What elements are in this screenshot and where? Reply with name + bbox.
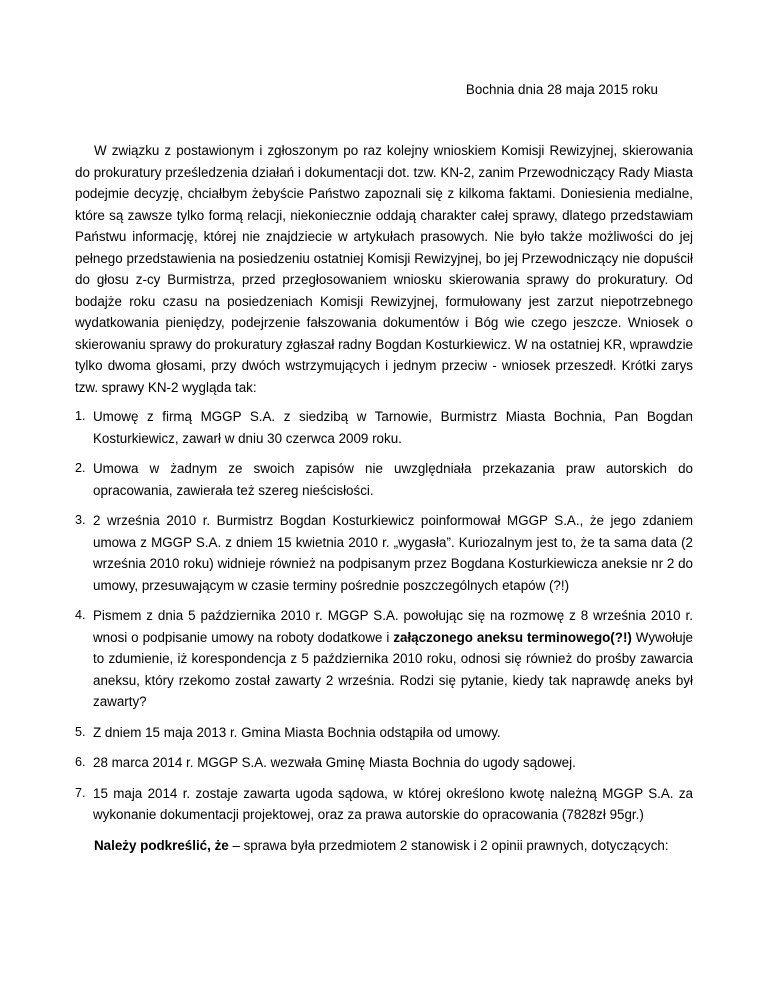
list-item-text-end: Wywołuje to zdumienie, iż korespondencja z 5 października 2010 roku, odnosi się również do prośby zawarcia aneksu, który rzekomo został zawarty 2 września. Rodzi się pytanie, kiedy tak naprawdę aneks był zawarty? [93, 629, 693, 709]
list-item [75, 783, 693, 826]
list-item-text-start: Pismem z dnia 5 października 2010 r. MGGP S.A. powołując się na rozmowę z 8 września 2010 r. wnosi o podpisanie umowy na roboty dodatkowe i [93, 608, 693, 645]
closing-paragraph [75, 835, 693, 857]
list-item [75, 605, 693, 713]
intro-paragraph: W związku z postawionym i zgłoszonym po raz kolejny wnioskiem Komisji Rewizyjnej, skierowania do prokuratury prześledzenia działań i dokumentacji dot. tzw. KN-2, zanim Przewodniczący Rady Miasta podejmie decyzję, chciałbym żebyście Państwo zapoznali się z kilkoma faktami. Doniesienia medialne, które są zawsze tylko formą relacji, niekoniecznie oddają charakter całej sprawy, dlatego przedstawiam Państwu informację, której nie znajdziecie w artykułach prasowych. Nie było także możliwości do jej pełnego przedstawienia na posiedzeniu ostatniej Komisji Rewizyjnej, bo jej Przewodniczący nie dopuścił do głosu z-cy Burmistrza, przed przegłosowaniem wniosku skierowania sprawy do prokuratury. Od bodajże roku czasu na posiedzeniach Komisji Rewizyjnej, formułowany jest zarzut niepotrzebnego wydatkowania pieniędzy, podejrzenie fałszowania dokumentów i Bóg wie czego jeszcze. Wniosek o skierowaniu sprawy do prokuratury zgłaszał radny Bogdan Kosturkiewicz. W na ostatniej KR, wprawdzie tylko dwoma głosami, przy dwóch wstrzymujących i jednym przeciw - wniosek przeszedł. Krótki zarys tzw. sprawy KN-2 wygląda tak: [75, 143, 693, 395]
events-list [75, 406, 693, 826]
list-item [75, 406, 693, 449]
date-line: Bochnia dnia 28 maja 2015 roku [465, 82, 658, 97]
list-item-text: 2 września 2010 r. Burmistrz Bogdan Kosturkiewicz poinformował MGGP S.A., że jego zdaniem umowa z MGGP S.A. z dniem 15 kwietnia 2010 r. „wygasła”. Kuriozalnym jest to, że ta sama data (2 września 2010 roku) widnieje również na podpisanym przez Bogdana Kosturkiewicza aneksie nr 2 do umowy, przesuwającym w czasie terminy pośrednie poszczególnych etapów (?!) [93, 513, 693, 593]
document-body [75, 140, 693, 856]
list-item-number: 6. [75, 755, 86, 769]
list-item [75, 510, 693, 596]
list-item-text-emphasis: załączonego aneksu terminowego(?!) [393, 629, 632, 645]
list-item-number: 5. [75, 724, 86, 739]
list-item [75, 722, 693, 744]
closing-text: – sprawa była przedmiotem 2 stanowisk i 2 opinii prawnych, dotyczących: [228, 837, 669, 853]
list-item-number: 3. [75, 513, 86, 527]
list-item-number: 1. [75, 409, 86, 423]
list-item [75, 752, 693, 774]
list-item-text: Z dniem 15 maja 2013 r. Gmina Miasta Bochnia odstąpiła od umowy. [93, 724, 501, 740]
list-item-text: 15 maja 2014 r. zostaje zawarta ugoda sądowa, w której określono kwotę należną MGGP S.A. za wykonanie dokumentacji projektowej, oraz za prawa autorskie do opracowania (7828zł 95gr.) [93, 785, 693, 822]
list-item-number: 4. [75, 608, 86, 622]
closing-emphasis: Należy podkreślić, że [94, 837, 229, 853]
list-item-text: 28 marca 2014 r. MGGP S.A. wezwała Gminę Miasta Bochnia do ugody sądowej. [93, 755, 576, 770]
list-item-text: Umowę z firmą MGGP S.A. z siedzibą w Tarnowie, Burmistrz Miasta Bochnia, Pan Bogdan Kosturkiewicz, zawarł w dniu 30 czerwca 2009 roku. [93, 409, 693, 446]
list-item-text: Umowa w żadnym ze swoich zapisów nie uwzględniała przekazania praw autorskich do opracowania, zawierała też szereg nieścisłości. [93, 461, 693, 498]
list-item-number: 7. [75, 785, 86, 800]
list-item-number: 2. [75, 461, 86, 475]
list-item [75, 458, 693, 501]
